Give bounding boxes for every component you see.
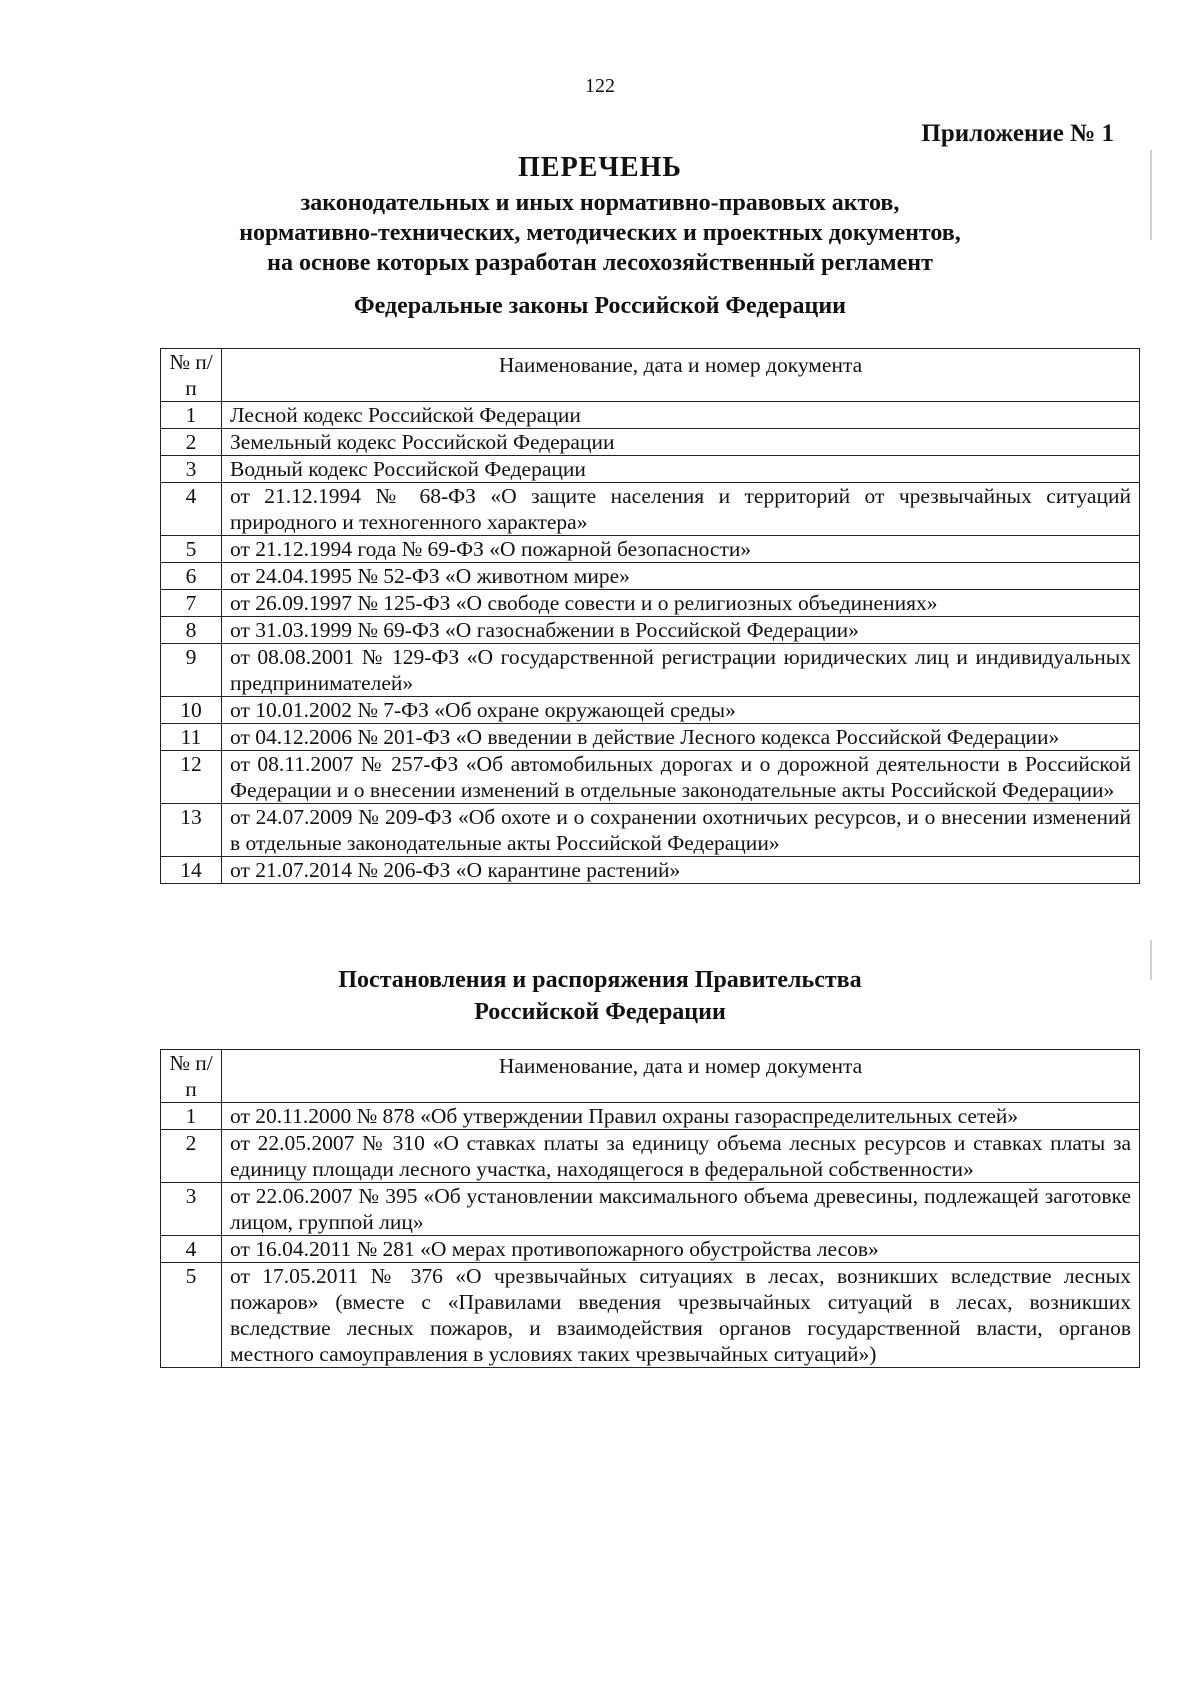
document-name: от 08.08.2001 № 129-ФЗ «О государственной регистрации юридических лиц и индивидуальных предпринимателей»	[222, 644, 1140, 697]
row-number: 14	[161, 857, 222, 884]
document-name: от 16.04.2011 № 281 «О мерах противопожарного обустройства лесов»	[222, 1236, 1140, 1263]
section-heading-federal-laws	[0, 290, 1200, 322]
scan-artifact-line	[1150, 940, 1152, 980]
row-number: 3	[161, 1183, 222, 1236]
column-header-number: № п/п	[161, 1050, 222, 1103]
document-name: от 31.03.1999 № 69-ФЗ «О газоснабжении в Российской Федерации»	[222, 617, 1140, 644]
row-number: 12	[161, 751, 222, 804]
government-decrees-table-body	[161, 1103, 1140, 1368]
document-name: от 22.06.2007 № 395 «Об установлении максимального объема древесины, подлежащей заготовке лицом, группой лиц»	[222, 1183, 1140, 1236]
document-name: Водный кодекс Российской Федерации	[222, 456, 1140, 483]
table-row	[161, 751, 1140, 804]
column-header-name: Наименование, дата и номер документа	[222, 1050, 1140, 1103]
row-number: 2	[161, 429, 222, 456]
row-number: 5	[161, 1263, 222, 1368]
table-row	[161, 563, 1140, 590]
section-heading-line: Российской Федерации	[474, 999, 726, 1025]
table-row	[161, 1183, 1140, 1236]
table-row	[161, 429, 1140, 456]
document-name: от 24.07.2009 № 209-ФЗ «Об охоте и о сохранении охотничьих ресурсов, и о внесении изменений в отдельные законодательные акты Российской Федерации»	[222, 804, 1140, 857]
document-name: от 10.01.2002 № 7-ФЗ «Об охране окружающей среды»	[222, 697, 1140, 724]
row-number: 6	[161, 563, 222, 590]
table-row	[161, 1103, 1140, 1130]
section-heading-government-decrees	[0, 964, 1200, 1028]
row-number: 7	[161, 590, 222, 617]
row-number: 4	[161, 483, 222, 536]
table-row	[161, 804, 1140, 857]
table-row	[161, 483, 1140, 536]
document-name: Земельный кодекс Российской Федерации	[222, 429, 1140, 456]
federal-laws-table	[160, 348, 1140, 884]
row-number: 8	[161, 617, 222, 644]
subtitle-line: законодательных и иных нормативно-правовых актов,	[300, 190, 900, 216]
document-name: Лесной кодекс Российской Федерации	[222, 402, 1140, 429]
document-name: от 22.05.2007 № 310 «О ставках платы за единицу объема лесных ресурсов и ставках платы за единицу площади лесного участка, находящегося в федеральной собственности»	[222, 1130, 1140, 1183]
column-header-name: Наименование, дата и номер документа	[222, 349, 1140, 402]
document-name: от 20.11.2000 № 878 «Об утверждении Правил охраны газораспределительных сетей»	[222, 1103, 1140, 1130]
table-row	[161, 1130, 1140, 1183]
document-name: от 21.07.2014 № 206-ФЗ «О карантине растений»	[222, 857, 1140, 884]
row-number: 10	[161, 697, 222, 724]
row-number: 13	[161, 804, 222, 857]
document-name: от 21.12.1994 № 68-ФЗ «О защите населения и территорий от чрезвычайных ситуаций природного и техногенного характера»	[222, 483, 1140, 536]
row-number: 1	[161, 402, 222, 429]
row-number: 2	[161, 1130, 222, 1183]
table-row	[161, 590, 1140, 617]
row-number: 4	[161, 1236, 222, 1263]
table-row	[161, 1236, 1140, 1263]
document-subtitle	[150, 188, 1050, 278]
document-title: ПЕРЕЧЕНЬ	[518, 152, 682, 183]
federal-laws-table-body	[161, 402, 1140, 884]
document-name: от 17.05.2011 № 376 «О чрезвычайных ситуациях в лесах, возникших вследствие лесных пожаров» (вместе с «Правилами введения чрезвычайных ситуаций в лесах, возникших вследствие лесных пожаров, и взаимодействия органов государственной власти, органов местного самоуправления в условиях таких чрезвычайных ситуаций»)	[222, 1263, 1140, 1368]
table-row	[161, 697, 1140, 724]
document-name: от 04.12.2006 № 201-ФЗ «О введении в действие Лесного кодекса Российской Федерации»	[222, 724, 1140, 751]
table-row	[161, 402, 1140, 429]
table-row	[161, 644, 1140, 697]
table-row	[161, 1263, 1140, 1368]
row-number: 3	[161, 456, 222, 483]
appendix-label: Приложение № 1	[921, 120, 1114, 147]
section-heading-line: Федеральные законы Российской Федерации	[354, 293, 846, 319]
document-name: от 26.09.1997 № 125-ФЗ «О свободе совести и о религиозных объединениях»	[222, 590, 1140, 617]
document-name: от 21.12.1994 года № 69-ФЗ «О пожарной безопасности»	[222, 536, 1140, 563]
row-number: 1	[161, 1103, 222, 1130]
table-row	[161, 456, 1140, 483]
section-heading-line: Постановления и распоряжения Правительства	[338, 967, 862, 993]
table-row	[161, 536, 1140, 563]
table-row	[161, 617, 1140, 644]
table-header-row	[161, 1050, 1140, 1103]
column-header-number: № п/п	[161, 349, 222, 402]
row-number: 5	[161, 536, 222, 563]
scan-artifact-line	[1150, 150, 1152, 240]
page-number: 122	[585, 75, 615, 97]
table-header-row	[161, 349, 1140, 402]
table-row	[161, 857, 1140, 884]
table-row	[161, 724, 1140, 751]
subtitle-line: на основе которых разработан лесохозяйственный регламент	[267, 250, 933, 276]
government-decrees-table	[160, 1049, 1140, 1368]
row-number: 11	[161, 724, 222, 751]
document-name: от 24.04.1995 № 52-ФЗ «О животном мире»	[222, 563, 1140, 590]
document-name: от 08.11.2007 № 257-ФЗ «Об автомобильных дорогах и о дорожной деятельности в Российской Федерации и о внесении изменений в отдельные законодательные акты Российской Федерации»	[222, 751, 1140, 804]
row-number: 9	[161, 644, 222, 697]
subtitle-line: нормативно-технических, методических и проектных документов,	[239, 220, 961, 246]
